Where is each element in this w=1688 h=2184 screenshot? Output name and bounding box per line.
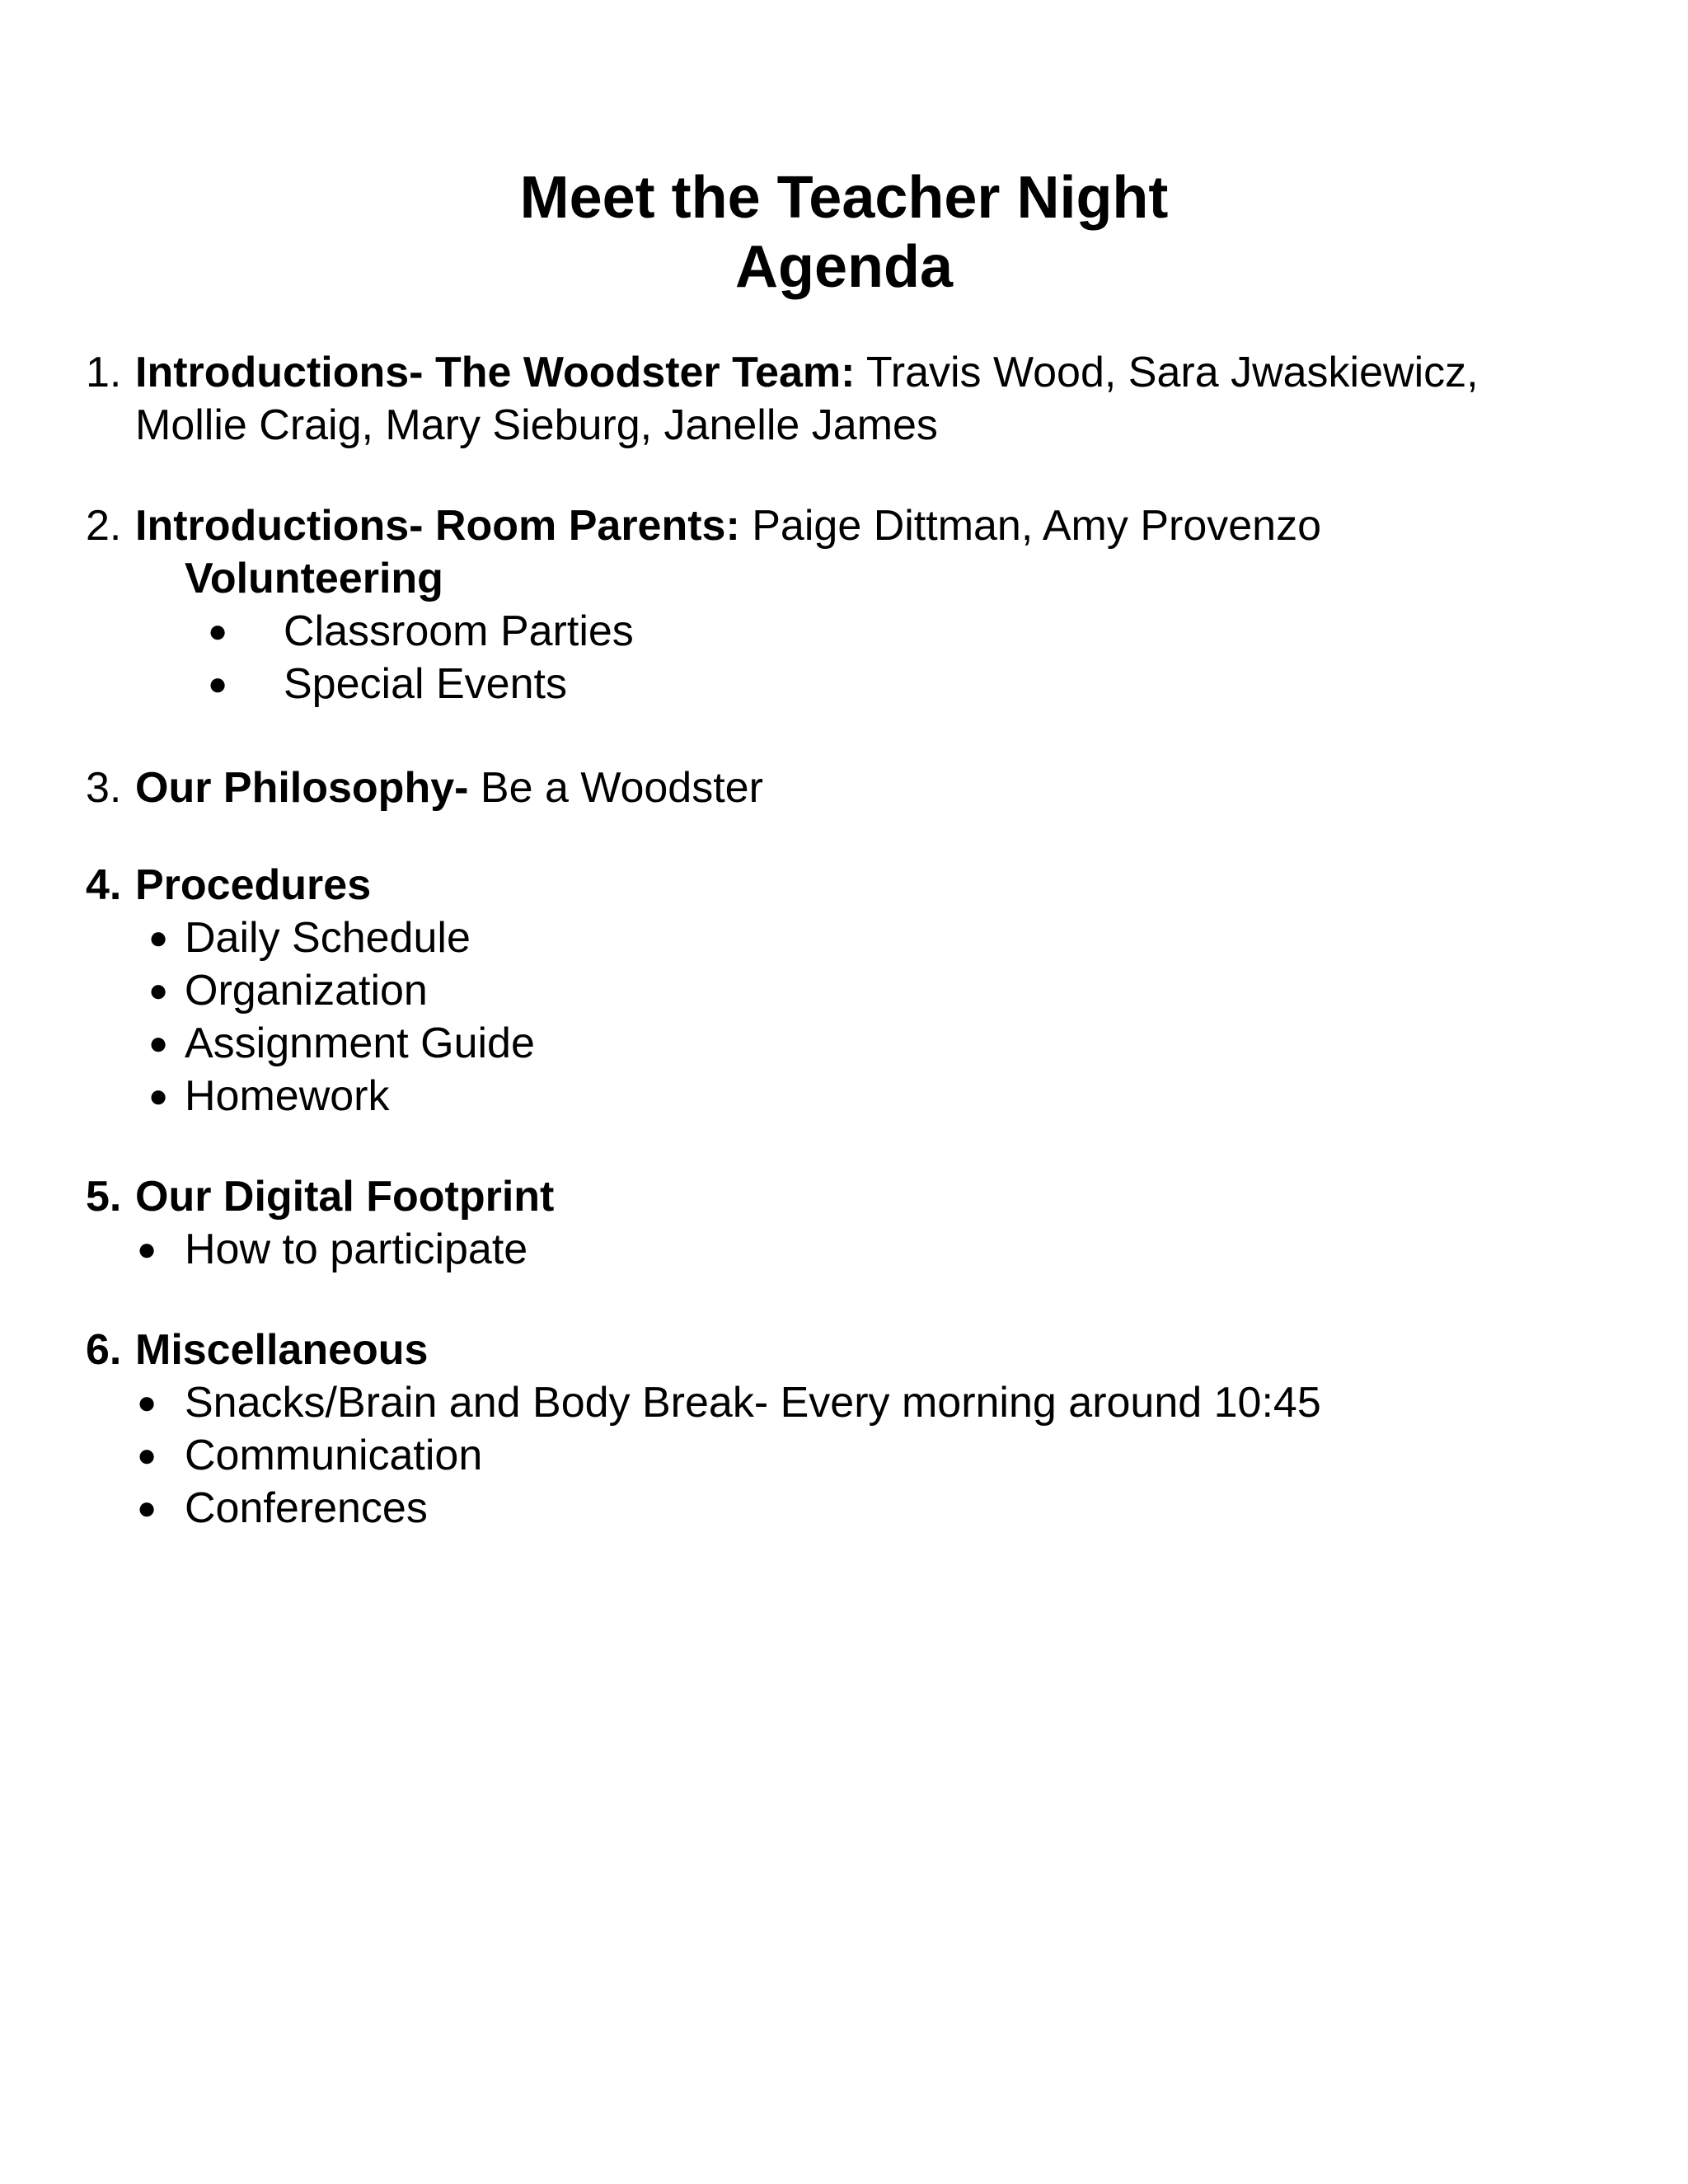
bullet-icon: ● bbox=[148, 1078, 169, 1114]
list-item bbox=[86, 1482, 1652, 1535]
bullet-icon: ● bbox=[148, 920, 169, 956]
list-item bbox=[86, 605, 1652, 658]
agenda-list bbox=[86, 346, 1652, 1535]
bullet-icon: ● bbox=[148, 972, 169, 1009]
list-item-text: Daily Schedule bbox=[185, 914, 471, 962]
list-item bbox=[86, 1429, 1652, 1482]
item-heading: Procedures bbox=[135, 861, 372, 909]
list-item-text: How to participate bbox=[185, 1226, 528, 1273]
list-item-text: Special Events bbox=[284, 660, 567, 708]
item-heading: Our Digital Footprint bbox=[135, 1173, 555, 1221]
agenda-item-5 bbox=[86, 1170, 1652, 1276]
bullet-icon: ● bbox=[137, 1437, 157, 1474]
list-item-text: Classroom Parties bbox=[284, 607, 634, 655]
item-text: Be a Woodster bbox=[468, 764, 763, 812]
list-item-text: Snacks/Brain and Body Break- Every morning around 10:45 bbox=[185, 1379, 1321, 1427]
list-item bbox=[86, 1070, 1652, 1122]
list-item bbox=[86, 1376, 1652, 1429]
bullet-icon: ● bbox=[148, 1025, 169, 1062]
title-line-2: Agenda bbox=[734, 234, 954, 300]
agenda-item-3 bbox=[86, 762, 1652, 814]
item-number: 1. bbox=[86, 349, 122, 396]
list-item bbox=[86, 658, 1652, 710]
item-heading: Miscellaneous bbox=[135, 1326, 429, 1374]
document-title bbox=[0, 163, 1688, 302]
item-number: 4. bbox=[86, 861, 122, 909]
item-heading: Our Philosophy- bbox=[135, 764, 469, 812]
bullet-list bbox=[86, 912, 1652, 1122]
bullet-icon: ● bbox=[137, 1490, 157, 1526]
bullet-icon: ● bbox=[208, 613, 228, 649]
list-item bbox=[86, 1223, 1652, 1276]
item-number: 3. bbox=[86, 764, 122, 812]
agenda-item-6 bbox=[86, 1324, 1652, 1535]
list-item-text: Homework bbox=[185, 1072, 390, 1120]
list-item bbox=[86, 912, 1652, 964]
list-item-text: Organization bbox=[185, 967, 428, 1015]
item-text-continued: Mollie Craig, Mary Sieburg, Janelle James bbox=[135, 401, 938, 449]
agenda-item-1 bbox=[86, 346, 1652, 452]
item-subheading: Volunteering bbox=[185, 555, 443, 602]
list-item-text: Conferences bbox=[185, 1484, 428, 1532]
bullet-list bbox=[86, 1223, 1652, 1276]
item-number: 2. bbox=[86, 502, 122, 550]
bullet-icon: ● bbox=[137, 1385, 157, 1421]
list-item bbox=[86, 1017, 1652, 1070]
item-text: Travis Wood, Sara Jwaskiewicz, bbox=[855, 349, 1479, 396]
item-text: Paige Dittman, Amy Provenzo bbox=[739, 502, 1321, 550]
list-item-text: Assignment Guide bbox=[185, 1019, 535, 1067]
item-number: 5. bbox=[86, 1173, 122, 1221]
bullet-list bbox=[86, 605, 1652, 710]
bullet-icon: ● bbox=[137, 1231, 157, 1268]
title-line-1: Meet the Teacher Night bbox=[519, 165, 1169, 231]
bullet-icon: ● bbox=[208, 666, 228, 702]
agenda-item-2 bbox=[86, 499, 1652, 710]
item-heading: Introductions- The Woodster Team: bbox=[135, 349, 856, 396]
bullet-list bbox=[86, 1376, 1652, 1535]
list-item-text: Communication bbox=[185, 1432, 483, 1479]
list-item bbox=[86, 964, 1652, 1017]
item-heading: Introductions- Room Parents: bbox=[135, 502, 740, 550]
agenda-item-4 bbox=[86, 859, 1652, 1122]
item-number: 6. bbox=[86, 1326, 122, 1374]
